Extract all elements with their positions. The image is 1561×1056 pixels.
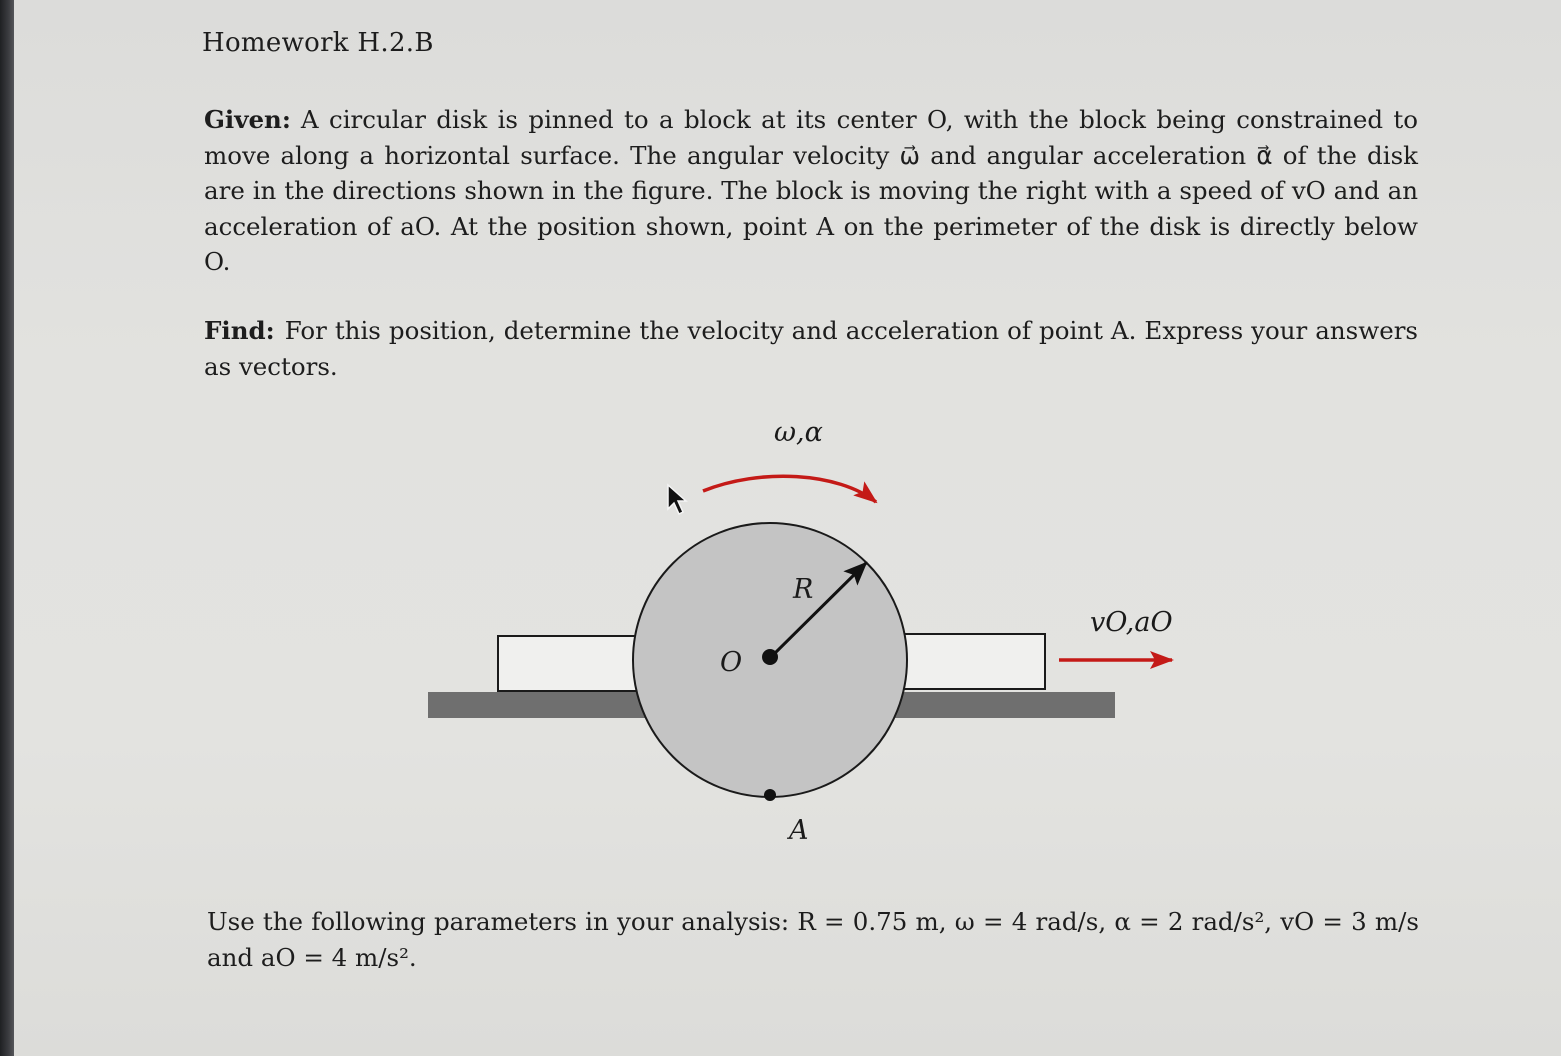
parameters-text: Use the following parameters in your analysis: R = 0.75 m, ω = 4 rad/s, α = 2 rad/s², vO = 3 m/s and aO = 4 m/s². [207, 907, 1419, 972]
rotation-arrow [703, 476, 876, 502]
point-a-marker [764, 789, 776, 801]
center-point [762, 649, 778, 665]
block-left [498, 636, 648, 691]
radius-label: R [793, 574, 814, 605]
find-text: For this position, determine the velocity and acceleration of point A. Express your answers as vectors. [204, 316, 1418, 381]
block-right [895, 634, 1045, 689]
center-label: O [720, 647, 743, 678]
point-a-label: A [789, 815, 809, 846]
given-text: A circular disk is pinned to a block at its center O, with the block being constrained to move along a horizontal surface. The angular velocity ω⃗ and angular acceleration α⃗ of the disk are in the directions shown in the figure. The block is moving the right with a speed of vO and an acceleration of aO. At the position shown, point A on the perimeter of the disk is directly below O. [204, 105, 1418, 276]
given-label: Given: [204, 105, 291, 134]
document-title: Homework H.2.B [202, 28, 434, 58]
velocity-label: vO,aO [1090, 607, 1173, 638]
mouse-cursor-icon [668, 485, 686, 514]
rotation-label: ω,α [774, 417, 823, 448]
find-label: Find: [204, 316, 275, 345]
